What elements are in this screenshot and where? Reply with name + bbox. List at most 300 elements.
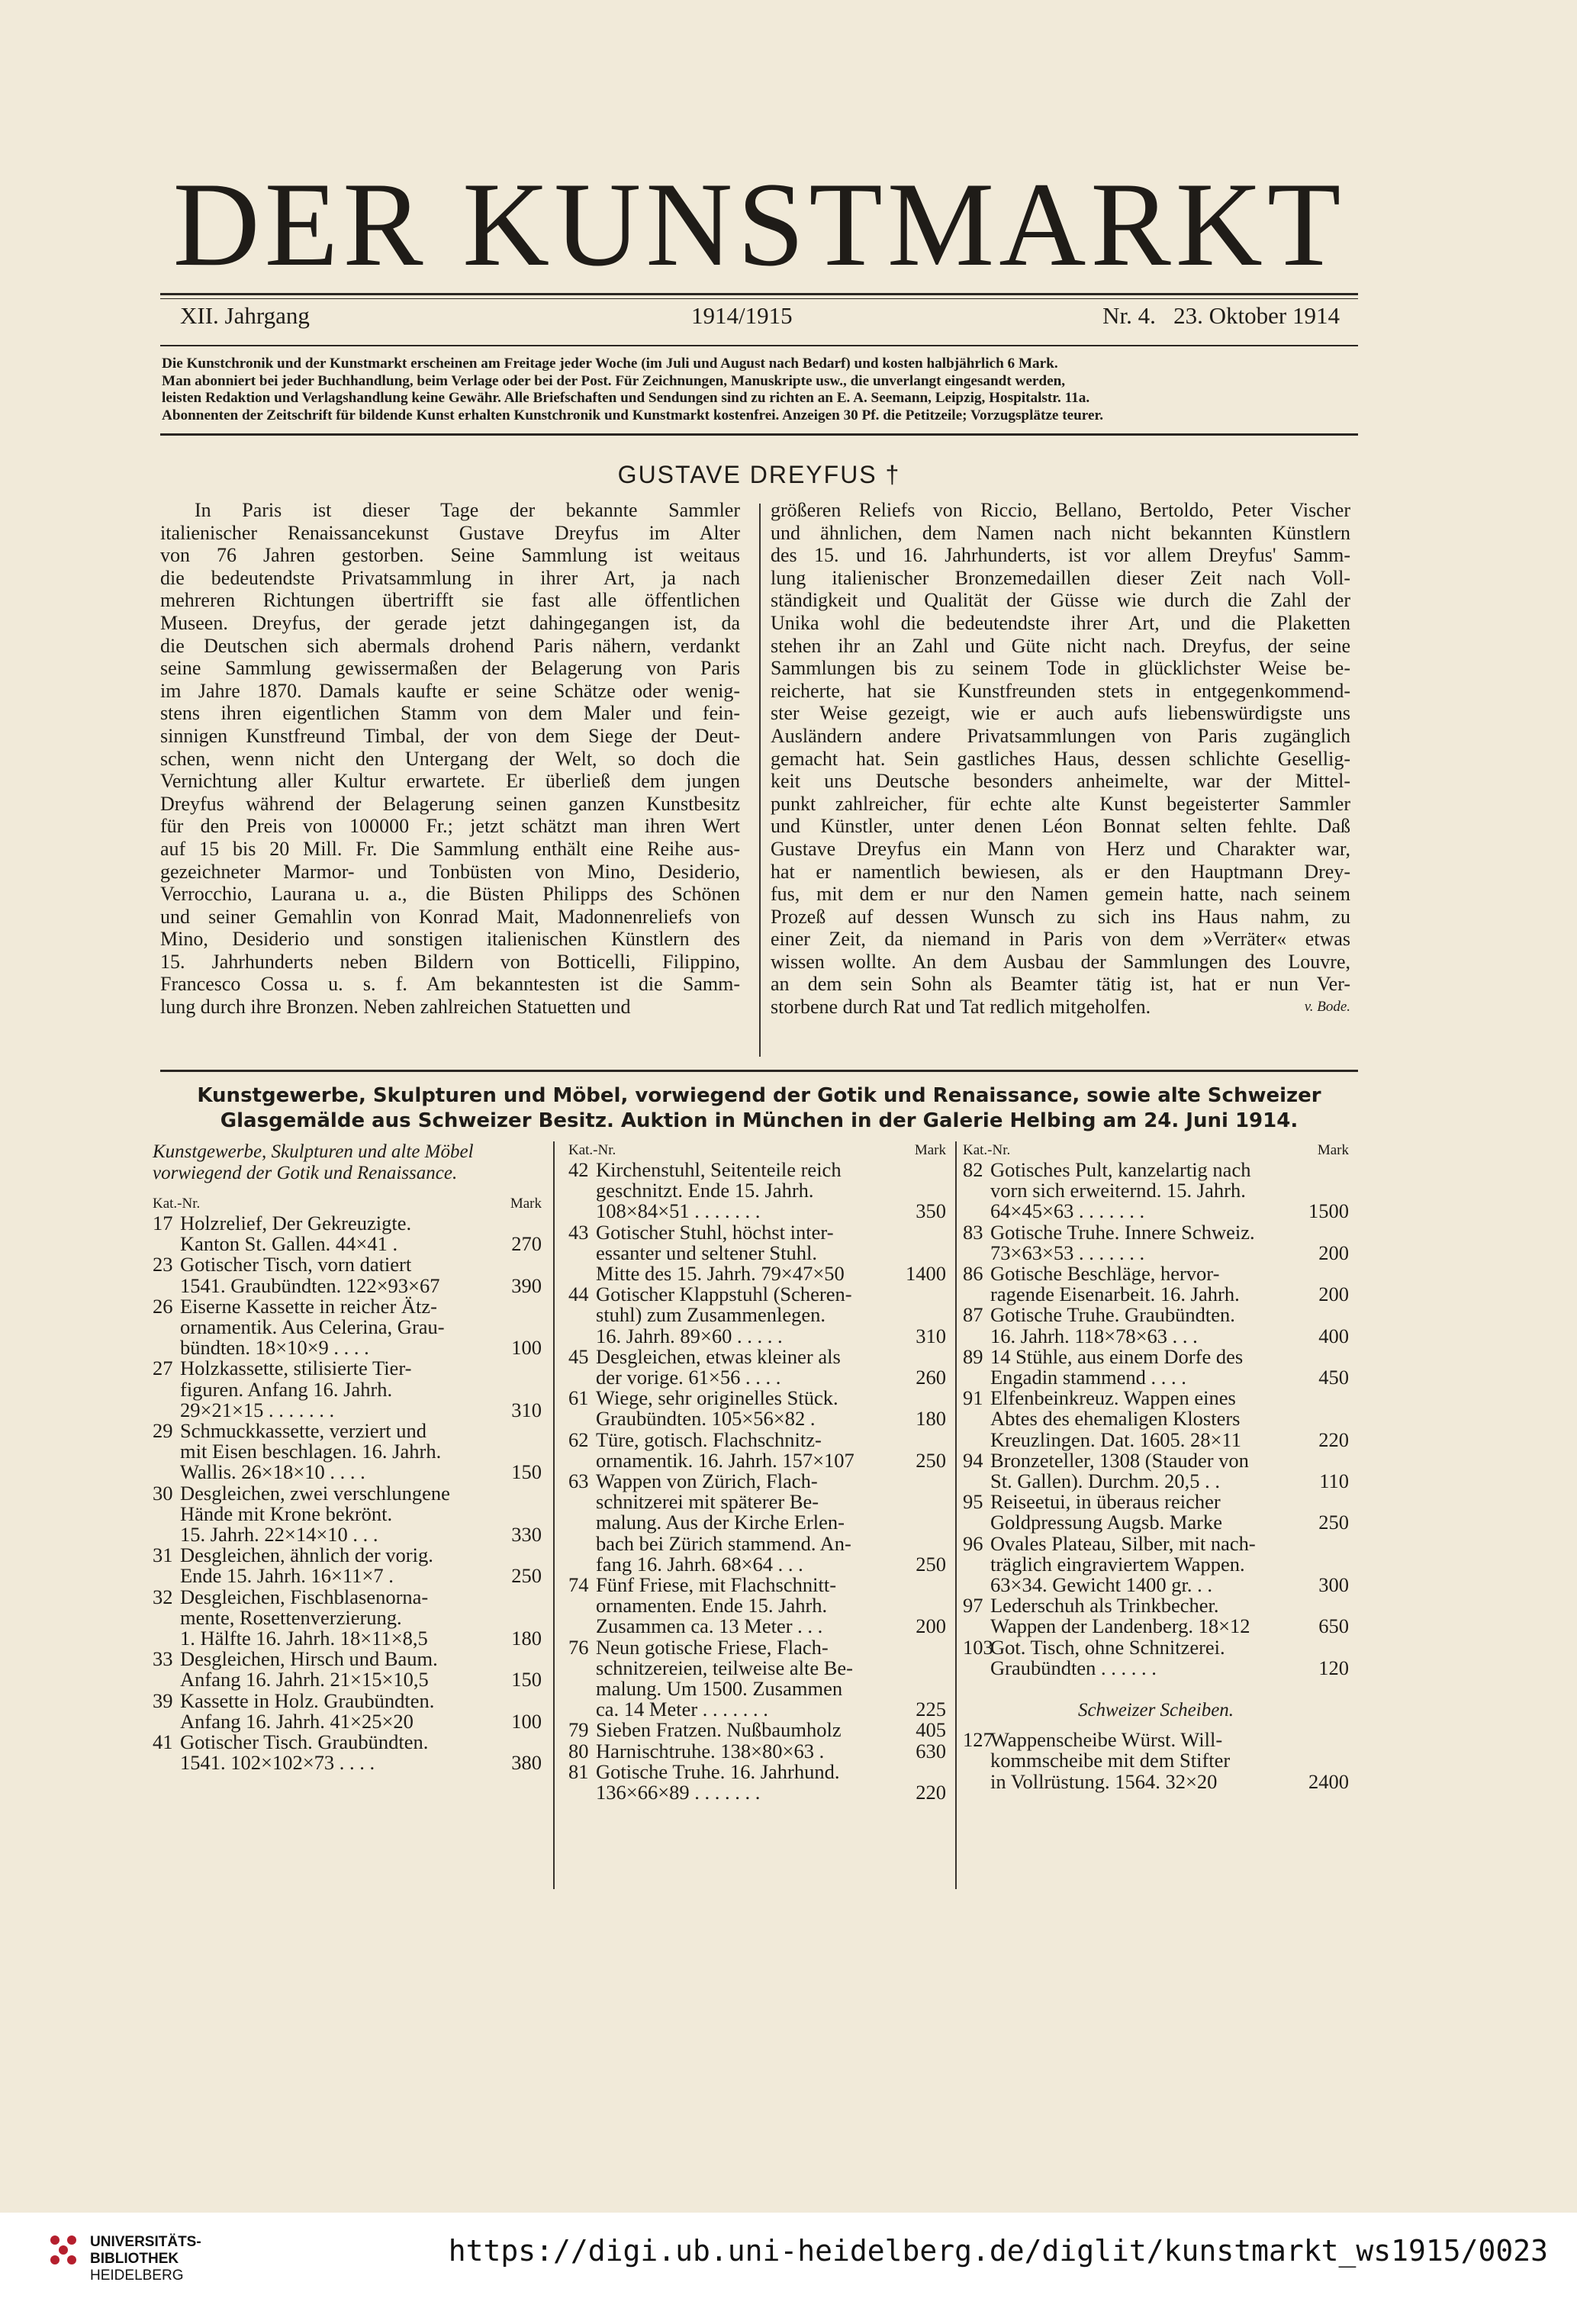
catalogue-description: Gotische Truhe. Innere Schweiz. xyxy=(990,1220,1255,1244)
catalogue-line xyxy=(963,1492,1349,1512)
catalogue-divider xyxy=(553,1141,555,1889)
catalogue-number: 41 xyxy=(153,1730,173,1754)
article-line: stens ihren eigentlichen Stamm von dem Maler und fein- xyxy=(160,702,740,725)
notice-line: Abonnenten der Zeitschrift für bildende Kunst erhalten Kunstchronik und Kunstmarkt kostenfrei. Anzeigen 30 Pf. die Petitzeile; Vorzugsplätze teurer. xyxy=(162,407,1104,423)
catalogue-price: 630 xyxy=(916,1739,946,1762)
article-line: und ähnlichen, dem Namen nach nicht bekannten Künstlern xyxy=(771,521,1350,544)
catalogue-price: 390 xyxy=(511,1273,542,1297)
catalogue-line xyxy=(963,1201,1349,1222)
subscription-notice xyxy=(162,356,1357,424)
catalogue-description: Eiserne Kassette in reicher Ätz- xyxy=(180,1294,437,1318)
article-line: Mino, Desiderio und sonstigen italienischen Künstlern des xyxy=(160,928,740,951)
catalogue-price: 180 xyxy=(511,1627,542,1650)
catalogue-divider xyxy=(955,1141,957,1889)
catalogue-description: ca. 14 Meter . . . . . . . xyxy=(596,1698,768,1721)
article-line: stehen ihr an Zahl und Güte nicht nach. Dreyfus, der seine xyxy=(771,634,1350,657)
catalogue-line xyxy=(963,1222,1349,1243)
catalogue-description: Gotischer Tisch. Graubündten. xyxy=(180,1730,429,1754)
catalogue-number: 94 xyxy=(963,1448,983,1472)
article-line: seine Sammlung gewissermaßen der Belagerung von Paris xyxy=(160,657,740,680)
auction-headline-line: Kunstgewerbe, Skulpturen und Möbel, vorwiegend der Gotik und Renaissance, sowie alte Schweizer xyxy=(197,1084,1321,1107)
catalogue-rows xyxy=(963,1160,1349,1679)
catalogue-price: 1400 xyxy=(906,1262,946,1286)
catalogue-line xyxy=(963,1554,1349,1575)
catalogue-price: 200 xyxy=(1318,1241,1349,1264)
catalogue-description: schnitzereien, teilweise alte Be- xyxy=(596,1656,853,1679)
catalogue-description: Kreuzlingen. Dat. 1605. 28×11 xyxy=(990,1428,1241,1451)
notice-line: Man abonniert bei jeder Buchhandlung, beim Verlage oder bei der Post. Für Zeichnungen, Manuskripte usw., die unverlangt eingesandt werden, xyxy=(162,372,1066,389)
catalogue-line xyxy=(963,1595,1349,1616)
article-line: gezeichneter Marmor- und Tonbüsten von Mino, Desiderio, xyxy=(160,860,740,883)
catalogue-line xyxy=(963,1263,1349,1284)
notice-rule xyxy=(160,433,1358,436)
article-line: größeren Reliefs von Riccio, Bellano, Bertoldo, Peter Vischer xyxy=(771,499,1350,521)
catalogue-line xyxy=(153,1628,542,1649)
catalogue-line xyxy=(963,1750,1349,1771)
catalogue-line xyxy=(963,1284,1349,1305)
catalogue-price: 180 xyxy=(916,1407,946,1431)
article-line: italienischer Renaissancekunst Gustave Dreyfus im Alter xyxy=(160,521,740,544)
catalogue-price: 150 xyxy=(511,1668,542,1691)
article-line: lung durch ihre Bronzen. Neben zahlreichen Statuetten und xyxy=(160,996,631,1019)
article-line: von 76 Jahren gestorben. Seine Sammlung ist weitaus xyxy=(160,544,740,567)
catalogue-price: 250 xyxy=(511,1564,542,1588)
catalogue-price: 220 xyxy=(1318,1428,1349,1451)
catalogue-number: 27 xyxy=(153,1357,173,1380)
catalogue-line xyxy=(153,1669,542,1690)
catalogue-description: Ende 15. Jahrh. 16×11×7 . xyxy=(180,1564,394,1588)
article-line: die bedeutendste Privatsammlung in ihrer Art, ja nach xyxy=(160,566,740,589)
catalogue-description: Kassette in Holz. Graubündten. xyxy=(180,1688,435,1712)
catalogue-description: 108×84×51 . . . . . . . xyxy=(596,1199,761,1223)
article-line: und Künstler, unter denen Léon Bonnat selten fehlte. Daß xyxy=(771,815,1350,838)
catalogue-line xyxy=(153,1566,542,1586)
article-line: Prozeß auf dessen Wunsch zu sich ins Haus nahm, zu xyxy=(771,905,1350,928)
catalogue-section-title xyxy=(153,1141,542,1184)
catalogue-number: 83 xyxy=(963,1220,983,1244)
article-line: im Jahre 1870. Damals kaufte er seine Schätze oder wenig- xyxy=(160,679,740,702)
catalogue-price: 250 xyxy=(916,1448,946,1472)
catalogue-column-2 xyxy=(568,1141,946,1803)
catalogue-price: 330 xyxy=(511,1523,542,1547)
catalogue-number: 82 xyxy=(963,1158,983,1181)
section-title-line: Kunstgewerbe, Skulpturen und alte Möbel xyxy=(153,1141,474,1162)
catalogue-description: 16. Jahrh. 118×78×63 . . . xyxy=(990,1324,1198,1347)
catalogue-line xyxy=(153,1688,542,1712)
catalogue-line xyxy=(568,1263,946,1284)
article-end-rule xyxy=(160,1070,1358,1072)
catalogue-line xyxy=(963,1769,1349,1793)
article-line: keit uns Deutsche besonders anheimelte, war der Mittel- xyxy=(771,770,1350,793)
catalogue-number: 29 xyxy=(153,1419,173,1443)
catalogue-line xyxy=(153,1213,542,1234)
catalogue-line xyxy=(963,1575,1349,1595)
catalogue-line xyxy=(568,1305,946,1325)
mark-header: Mark xyxy=(914,1142,946,1158)
catalogue-description: malung. Um 1500. Zusammen xyxy=(596,1677,843,1701)
catalogue-description: in Vollrüstung. 1564. 32×20 xyxy=(990,1769,1218,1793)
article-line: Francesco Cossa u. s. f. Am bekanntesten ist die Samm- xyxy=(160,973,740,996)
article-line: 15. Jahrhunderts neben Bildern von Botticelli, Filippino, xyxy=(160,950,740,973)
article-line: reicherte, hat sie Kunstfreunden stets in entgegenkommend- xyxy=(771,679,1350,702)
catalogue-line xyxy=(963,1450,1349,1471)
catalogue-line xyxy=(568,1699,946,1720)
article-line: fus, mit dem er nur den Namen gemein hatte, nach seinem xyxy=(771,883,1350,906)
catalogue-line xyxy=(963,1637,1349,1658)
catalogue-description: Hände mit Krone bekrönt. xyxy=(180,1502,393,1525)
article-column-right xyxy=(771,499,1350,1019)
catalogue-description: Gotische Beschläge, hervor- xyxy=(990,1262,1220,1286)
volume-label: XII. Jahrgang xyxy=(180,302,310,329)
catalogue-line xyxy=(568,1160,946,1180)
masthead-rule-thin xyxy=(160,298,1358,299)
masthead-rule-top xyxy=(160,293,1358,295)
catalogue-line xyxy=(568,1450,946,1471)
catalogue-description: Bronzeteller, 1308 (Stauder von xyxy=(990,1448,1249,1472)
catalogue-line xyxy=(153,1317,542,1337)
catalogue-line xyxy=(568,1430,946,1450)
catalogue-number: 76 xyxy=(568,1635,589,1659)
article-last-line xyxy=(771,996,1350,1019)
article-line: ständigkeit und Qualität der Güsse wie durch die Zahl der xyxy=(771,589,1350,612)
catalogue-description: 1541. 102×102×73 . . . . xyxy=(180,1751,375,1775)
catalogue-line xyxy=(568,1284,946,1305)
institution-line: HEIDELBERG xyxy=(90,2268,184,2284)
source-url-link[interactable]: https://digi.ub.uni-heidelberg.de/diglit/kunstmarkt_ws1915/0023 xyxy=(448,2234,1548,2268)
catalogue-line xyxy=(963,1658,1349,1679)
article-line: auf 15 bis 20 Mill. Fr. Die Sammlung enthält eine Reihe aus- xyxy=(160,837,740,860)
article-line: Vernichtung aller Kultur erwartete. Er überließ dem jungen xyxy=(160,770,740,793)
catalogue-number: 81 xyxy=(568,1759,589,1783)
catalogue-description: fang 16. Jahrh. 68×64 . . . xyxy=(596,1552,803,1576)
catalogue-column-3 xyxy=(963,1141,1349,1792)
catalogue-description: mente, Rosettenverzierung. xyxy=(180,1605,402,1629)
catalogue-price: 100 xyxy=(511,1709,542,1733)
article-line: Sammlungen bis zu seinem Tode in glücklichster Weise be- xyxy=(771,657,1350,680)
catalogue-line xyxy=(153,1587,542,1608)
catalogue-description: Desgleichen, ähnlich der vorig. xyxy=(180,1543,433,1567)
catalogue-line xyxy=(568,1201,946,1222)
catalogue-line xyxy=(153,1358,542,1379)
catalogue-number: 31 xyxy=(153,1543,173,1567)
catalogue-line xyxy=(568,1222,946,1243)
article-line: sinnigen Kunstfreund Timbal, der von dem Siege der Deut- xyxy=(160,724,740,747)
catalogue-line xyxy=(963,1160,1349,1180)
auction-headline-line: Glasgemälde aus Schweizer Besitz. Auktion in München in der Galerie Helbing am 24. Juni 1914. xyxy=(220,1109,1299,1132)
kat-header: Kat.-Nr. xyxy=(153,1196,201,1212)
catalogue-description: geschnitzt. Ende 15. Jahrh. xyxy=(596,1179,814,1202)
catalogue-line xyxy=(568,1679,946,1699)
catalogue-price: 310 xyxy=(916,1324,946,1347)
catalogue-description: Gotisches Pult, kanzelartig nach xyxy=(990,1158,1251,1181)
catalogue-line xyxy=(963,1616,1349,1637)
institution-name xyxy=(90,2234,201,2284)
article-line: einer Zeit, da niemand in Paris von dem »Verräter« etwas xyxy=(771,928,1350,951)
catalogue-description: Neun gotische Friese, Flach- xyxy=(596,1635,829,1659)
mark-header: Mark xyxy=(1317,1142,1349,1158)
column-divider xyxy=(759,504,761,1057)
catalogue-number: 32 xyxy=(153,1585,173,1608)
section-title-line: vorwiegend der Gotik und Renaissance. xyxy=(153,1163,458,1183)
catalogue-column-1 xyxy=(153,1141,542,1773)
catalogue-number: 45 xyxy=(568,1344,589,1368)
institution-line: BIBLIOTHEK xyxy=(90,2251,179,2267)
catalogue-description: Desgleichen, Hirsch und Baum. xyxy=(180,1647,438,1671)
catalogue-description: Wiege, sehr originelles Stück. xyxy=(596,1386,838,1410)
catalogue-line xyxy=(568,1575,946,1595)
catalogue-line xyxy=(153,1234,542,1254)
catalogue-number: 44 xyxy=(568,1283,589,1306)
catalogue-price: 120 xyxy=(1318,1656,1349,1679)
catalogue-line xyxy=(568,1616,946,1637)
catalogue-line xyxy=(153,1649,542,1669)
catalogue-description: Graubündten . . . . . . xyxy=(990,1656,1157,1679)
catalogue-description: Engadin stammend . . . . xyxy=(990,1366,1186,1389)
catalogue-number: 96 xyxy=(963,1531,983,1555)
catalogue-line xyxy=(153,1337,542,1358)
catalogue-description: bündten. 18×10×9 . . . . xyxy=(180,1336,369,1360)
catalogue-description: 1. Hälfte 16. Jahrh. 18×11×8,5 xyxy=(180,1627,428,1650)
catalogue-price: 150 xyxy=(511,1460,542,1484)
catalogue-description: 16. Jahrh. 89×60 . . . . . xyxy=(596,1324,783,1347)
catalogue-description: 64×45×63 . . . . . . . xyxy=(990,1199,1145,1223)
article-line: mehreren Richtungen übertrifft sie fast alle öffentlichen xyxy=(160,589,740,612)
catalogue-line xyxy=(153,1605,542,1629)
catalogue-description: Mitte des 15. Jahrh. 79×47×50 xyxy=(596,1262,845,1286)
catalogue-line xyxy=(153,1273,542,1297)
catalogue-description: Kanton St. Gallen. 44×41 . xyxy=(180,1232,398,1256)
catalogue-price: 250 xyxy=(916,1552,946,1576)
catalogue-line xyxy=(153,1296,542,1317)
catalogue-number: 33 xyxy=(153,1647,173,1671)
article-line: Ausländern andere Privatsammlungen von Paris zugänglich xyxy=(771,724,1350,747)
catalogue-price: 100 xyxy=(511,1336,542,1360)
catalogue-line xyxy=(963,1430,1349,1450)
article-line: die Deutschen sich abermals drohend Paris nähern, verdankt xyxy=(160,634,740,657)
catalogue-line xyxy=(963,1243,1349,1263)
catalogue-line xyxy=(568,1759,946,1783)
catalogue-price: 270 xyxy=(511,1232,542,1256)
article-line: Gustave Dreyfus ein Mann von Herz und Charakter war, xyxy=(771,837,1350,860)
catalogue-description: Desgleichen, Fischblasenorna- xyxy=(180,1585,429,1608)
catalogue-description: Got. Tisch, ohne Schnitzerei. xyxy=(990,1635,1225,1659)
article-line: lung italienischer Bronzemedaillen dieser Zeit nach Voll- xyxy=(771,566,1350,589)
article-line: schen, wenn nicht den Untergang der Welt, so doch die xyxy=(160,747,740,770)
catalogue-number: 74 xyxy=(568,1573,589,1597)
catalogue-price: 225 xyxy=(916,1698,946,1721)
catalogue-description: 63×34. Gewicht 1400 gr. . . xyxy=(990,1573,1212,1597)
catalogue-line xyxy=(963,1180,1349,1201)
catalogue-line xyxy=(568,1595,946,1616)
catalogue-number: 86 xyxy=(963,1262,983,1286)
catalogue-col-header xyxy=(153,1195,542,1213)
article-title: GUSTAVE DREYFUS † xyxy=(617,461,901,488)
catalogue-number: 39 xyxy=(153,1688,173,1712)
catalogue-number: 89 xyxy=(963,1344,983,1368)
footer-bar xyxy=(0,2213,1577,2324)
catalogue-line xyxy=(568,1344,946,1368)
catalogue-line xyxy=(568,1531,946,1555)
catalogue-price: 380 xyxy=(511,1751,542,1775)
catalogue-line xyxy=(568,1512,946,1533)
catalogue-description: Gotischer Stuhl, höchst inter- xyxy=(596,1220,834,1244)
catalogue-line xyxy=(963,1512,1349,1533)
catalogue-line xyxy=(568,1471,946,1492)
catalogue-description: figuren. Anfang 16. Jahrh. xyxy=(180,1377,393,1401)
catalogue-description: ornamenten. Ende 15. Jahrh. xyxy=(596,1594,828,1617)
catalogue-description: Harnischtruhe. 138×80×63 . xyxy=(596,1739,825,1762)
university-logo-icon xyxy=(46,2232,81,2268)
catalogue-description: Abtes des ehemaligen Klosters xyxy=(990,1407,1241,1431)
article-line: punkt zahlreicher, für echte alte Kunst begeisterter Sammler xyxy=(771,792,1350,815)
catalogue-rows xyxy=(963,1730,1349,1792)
catalogue-line xyxy=(568,1243,946,1263)
catalogue-line xyxy=(568,1782,946,1803)
catalogue-price: 220 xyxy=(916,1781,946,1804)
article-line: wissen wollte. An dem Ausbau der Sammlungen des Louvre, xyxy=(771,950,1350,973)
catalogue-number: 61 xyxy=(568,1386,589,1410)
catalogue-line xyxy=(568,1741,946,1762)
catalogue-line xyxy=(153,1400,542,1421)
catalogue-line xyxy=(963,1531,1349,1555)
catalogue-description: stuhl) zum Zusammenlegen. xyxy=(596,1303,826,1327)
article-line: In Paris ist dieser Tage der bekannte Sammler xyxy=(195,499,740,521)
catalogue-description: Wappen von Zürich, Flach- xyxy=(596,1469,818,1493)
catalogue-description: ornamentik. 16. Jahrh. 157×107 xyxy=(596,1448,854,1472)
catalogue-line xyxy=(963,1388,1349,1408)
catalogue-description: vorn sich erweiternd. 15. Jahrh. xyxy=(990,1179,1246,1202)
catalogue-description: Holzkassette, stilisierte Tier- xyxy=(180,1357,412,1380)
article-column-left xyxy=(160,499,740,1019)
catalogue-rows xyxy=(153,1213,542,1773)
dateline-rule xyxy=(160,345,1358,346)
year-label: 1914/1915 xyxy=(691,302,793,329)
catalogue-description: schnitzerei mit späterer Be- xyxy=(596,1490,819,1514)
catalogue-subtitle: Schweizer Scheiben. xyxy=(1077,1700,1234,1721)
catalogue-line xyxy=(963,1367,1349,1388)
catalogue-description: Lederschuh als Trinkbecher. xyxy=(990,1594,1219,1617)
catalogue-description: Anfang 16. Jahrh. 21×15×10,5 xyxy=(180,1668,429,1691)
catalogue-description: Goldpressung Augsb. Marke xyxy=(990,1511,1222,1534)
catalogue-line xyxy=(963,1730,1349,1750)
catalogue-line xyxy=(568,1367,946,1388)
catalogue-description: Desgleichen, zwei verschlungene xyxy=(180,1481,450,1505)
catalogue-description: Ovales Plateau, Silber, mit nach- xyxy=(990,1531,1256,1555)
catalogue-description: Sieben Fratzen. Nußbaumholz xyxy=(596,1718,842,1742)
catalogue-description: Gotische Truhe. 16. Jahrhund. xyxy=(596,1759,840,1783)
catalogue-number: 87 xyxy=(963,1303,983,1327)
catalogue-description: mit Eisen beschlagen. 16. Jahrh. xyxy=(180,1440,442,1463)
catalogue-description: Wappenscheibe Würst. Will- xyxy=(990,1728,1223,1752)
catalogue-description: 1541. Graubündten. 122×93×67 xyxy=(180,1273,440,1297)
catalogue-line xyxy=(153,1504,542,1524)
catalogue-number: 23 xyxy=(153,1253,173,1276)
catalogue-rows xyxy=(568,1160,946,1803)
catalogue-number: 80 xyxy=(568,1739,589,1762)
article-line: Unika wohl die bedeutendste ihrer Art, und die Plaketten xyxy=(771,611,1350,634)
catalogue-description: Zusammen ca. 13 Meter . . . xyxy=(596,1614,823,1638)
catalogue-line xyxy=(153,1483,542,1504)
catalogue-number: 103 xyxy=(963,1635,993,1659)
catalogue-line xyxy=(963,1326,1349,1347)
catalogue-price: 405 xyxy=(916,1718,946,1742)
catalogue-number: 26 xyxy=(153,1294,173,1318)
catalogue-price: 300 xyxy=(1318,1573,1349,1597)
catalogue-number: 42 xyxy=(568,1158,589,1181)
catalogue-line xyxy=(153,1421,542,1441)
catalogue-price: 650 xyxy=(1318,1614,1349,1638)
catalogue-description: Elfenbeinkreuz. Wappen eines xyxy=(990,1386,1236,1410)
kat-header: Kat.-Nr. xyxy=(568,1142,616,1158)
catalogue-description: Holzrelief, Der Gekreuzigte. xyxy=(180,1212,412,1234)
author-signature: v. Bode. xyxy=(1304,999,1350,1016)
article-line: und seiner Gemahlin von Konrad Mait, Madonnenreliefs von xyxy=(160,905,740,928)
article-line: Dreyfus während der Belagerung seinen ganzen Kunstbesitz xyxy=(160,792,740,815)
mark-header: Mark xyxy=(510,1196,542,1212)
article-line: Museen. Dreyfus, der gerade jetzt dahingegangen ist, da xyxy=(160,611,740,634)
catalogue-description: 29×21×15 . . . . . . . xyxy=(180,1398,335,1421)
catalogue-description: träglich eingraviertem Wappen. xyxy=(990,1552,1245,1576)
catalogue-line xyxy=(568,1637,946,1658)
catalogue-description: Kirchenstuhl, Seitenteile reich xyxy=(596,1158,842,1181)
catalogue-description: Gotischer Klappstuhl (Scheren- xyxy=(596,1283,852,1306)
catalogue-line xyxy=(568,1658,946,1679)
auction-headline xyxy=(153,1083,1366,1134)
catalogue-line xyxy=(568,1326,946,1347)
catalogue-description: essanter und seltener Stuhl. xyxy=(596,1241,817,1264)
catalogue-description: Wallis. 26×18×10 . . . . xyxy=(180,1460,365,1484)
catalogue-description: der vorige. 61×56 . . . . xyxy=(596,1366,781,1389)
catalogue-price: 200 xyxy=(916,1614,946,1638)
catalogue-description: 14 Stühle, aus einem Dorfe des xyxy=(990,1344,1244,1368)
catalogue-description: Wappen der Landenberg. 18×12 xyxy=(990,1614,1250,1638)
catalogue-line xyxy=(963,1344,1349,1368)
notice-line: Die Kunstchronik und der Kunstmarkt erscheinen am Freitage jeder Woche (im Juli und August nach Bedarf) und kosten halbjährlich 6 Mark. xyxy=(162,356,1058,372)
catalogue-description: kommscheibe mit dem Stifter xyxy=(990,1749,1231,1772)
catalogue-description: Anfang 16. Jahrh. 41×25×20 xyxy=(180,1709,414,1733)
article-line: hat er namentlich bewiesen, als er den Hauptmann Drey- xyxy=(771,860,1350,883)
catalogue-line xyxy=(153,1545,542,1566)
catalogue-price: 200 xyxy=(1318,1283,1349,1306)
catalogue-description: 15. Jahrh. 22×14×10 . . . xyxy=(180,1523,378,1547)
catalogue-number: 62 xyxy=(568,1428,589,1451)
article-line: Verrocchio, Laurana u. a., die Büsten Philipps des Schönen xyxy=(160,883,740,906)
catalogue-price: 250 xyxy=(1318,1511,1349,1534)
catalogue-number: 17 xyxy=(153,1212,173,1234)
catalogue-number: 63 xyxy=(568,1469,589,1493)
catalogue-price: 450 xyxy=(1318,1366,1349,1389)
article-line: storbene durch Rat und Tat redlich mitgeholfen. xyxy=(771,996,1151,1019)
catalogue-line xyxy=(153,1711,542,1732)
catalogue-line xyxy=(963,1408,1349,1429)
catalogue-description: Graubündten. 105×56×82 . xyxy=(596,1407,816,1431)
catalogue-number: 91 xyxy=(963,1386,983,1410)
catalogue-line xyxy=(568,1492,946,1512)
kat-header: Kat.-Nr. xyxy=(963,1142,1011,1158)
catalogue-description: malung. Aus der Kirche Erlen- xyxy=(596,1511,845,1534)
catalogue-line xyxy=(153,1462,542,1482)
catalogue-description: 73×63×53 . . . . . . . xyxy=(990,1241,1145,1264)
catalogue-number: 43 xyxy=(568,1220,589,1244)
catalogue-col-header xyxy=(963,1141,1349,1160)
catalogue-line xyxy=(568,1554,946,1575)
catalogue-line xyxy=(153,1441,542,1462)
issue-label: Nr. 4. 23. Oktober 1914 xyxy=(1102,302,1340,329)
catalogue-line xyxy=(153,1753,542,1773)
catalogue-price: 260 xyxy=(916,1366,946,1389)
catalogue-line xyxy=(568,1408,946,1429)
catalogue-line xyxy=(963,1305,1349,1325)
